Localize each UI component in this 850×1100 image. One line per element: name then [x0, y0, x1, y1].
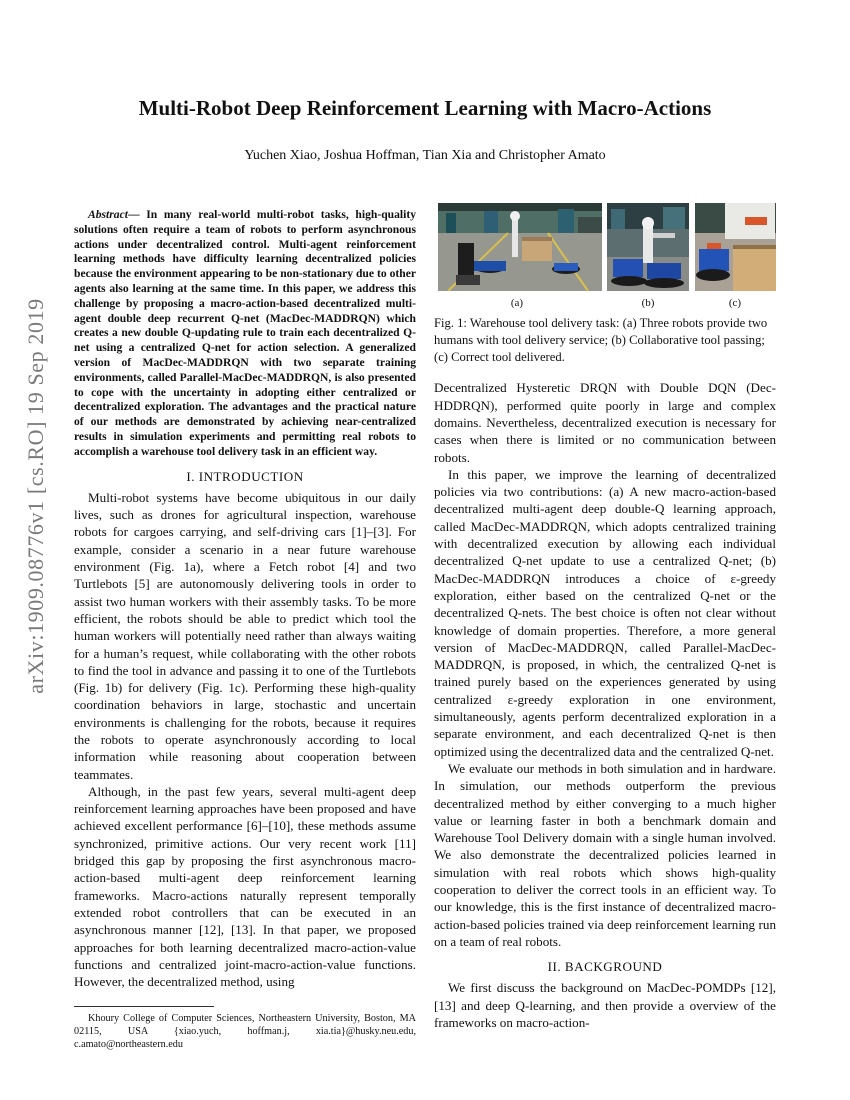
section-heading-background: II. BACKGROUND	[547, 959, 663, 975]
abstract-label: Abstract	[88, 208, 128, 221]
author-list: Yuchen Xiao, Joshua Hoffman, Tian Xia and Christopher Amato	[244, 148, 606, 163]
arxiv-identifier	[14, 296, 58, 696]
left-column	[74, 208, 416, 1051]
figure-1c-tool-delivered-photo	[695, 203, 776, 291]
section-heading-introduction: I. INTRODUCTION	[186, 468, 304, 484]
figure-1b-label: (b)	[641, 297, 655, 309]
right-paragraph-2: In this paper, we improve the learning of decentralized policies via two contributions: (a) A new macro-action-based decentralized multi-agent deep double-Q learning approach, called MacDec-MADDRQN, which adopts centralized training with decentralized execution by allowing each individual decentralized Q-net update to use a centralized Q-net; (b) MacDec-MADDRQN introduces a choice of ε-greedy exploration, either based on the centralized Q-net or the decentralized Q-nets. The best choice is often not clear without knowledge of domain properties. Therefore, a more general version of MacDec-MADDRQN, called Parallel-MacDec-MADDRQN, is proposed, in which, the centralized Q-net is trained purely based on the experiences generated by using centralized ε-greedy exploration in one environment, simultaneously, agents perform decentralized exploration in a separate environment, and each decentralized Q-net is then optimized using the decentralized data and the centralized Q-net.	[434, 466, 776, 759]
figure-1	[434, 203, 776, 315]
background-paragraph-1: We first discuss the background on MacDec-POMDPs [12], [13] and deep Q-learning, and then provide a overview of the frameworks on macro-action-	[434, 980, 776, 1031]
intro-paragraph-2: Although, in the past few years, several multi-agent deep reinforcement learning approaches have been proposed and have achieved excellent performance [6]–[10], these methods assume synchronized, primitive actions. Our very recent work [11] bridged this gap by proposing the first asynchronous macro-action-based multi-agent deep reinforcement learning frameworks. Macro-actions naturally represent temporally extended robot controllers that can be executed in an asynchronous manner [12], [13]. In that paper, we proposed approaches for both learning decentralized macro-action-value functions and centralized joint-macro-action-value functions. However, the decentralized method, using	[74, 783, 416, 990]
abstract	[74, 208, 416, 460]
affiliation-footnote: Khoury College of Computer Sciences, Northeastern University, Boston, MA 02115, USA {xiao.yuch, hoffman.j, xia.tia}@husky.neu.edu, c.amato@northeastern.edu	[74, 1013, 416, 1050]
intro-paragraph-1: Multi-robot systems have become ubiquitous in our daily lives, such as drones for agricultural inspection, warehouse robots for cargoes carrying, and self-driving cars [1]–[3]. For example, consider a scenario in a near future warehouse environment (Fig. 1a), where a Fetch robot [4] and two Turtlebots [5] are autonomously delivering tools in order to assist two human workers with their assembly tasks. To be more efficient, the robots should be able to predict which tool the human workers will potentially need rather than always waiting for a human’s request, while collaborating with the other robots to find the tool in advance and passing it to one of the Turtlebots (Fig. 1b) for delivery (Fig. 1c). Performing these high-quality coordination behaviors in large, stochastic and uncertain environments is challenging for the robots, because it requires the robots to operate asynchronously according to local information while reasoning about cooperation between teammates.	[74, 489, 416, 782]
figure-1b-tool-passing-photo	[607, 203, 689, 291]
right-paragraph-1: Decentralized Hysteretic DRQN with Double DQN (Dec-HDDRQN), performed quite poorly in large and complex domains. Nevertheless, decentralized execution is necessary for cases when there is limited or no communication between robots.	[434, 380, 776, 465]
figure-1a-label: (a)	[510, 297, 524, 309]
arxiv-identifier-text: arXiv:1909.08776v1 [cs.RO] 19 Sep 2019	[23, 298, 49, 694]
figure-1-caption: Fig. 1: Warehouse tool delivery task: (a) Three robots provide two humans with tool delivery service; (b) Collaborative tool passing; (c) Correct tool delivered.	[434, 316, 768, 364]
footnote-divider	[74, 1006, 214, 1007]
abstract-text: — In many real-world multi-robot tasks, high-quality solutions often require a team of robots to perform asynchronous actions under decentralized control. Multi-agent reinforcement learning methods have difficulty learning decentralized policies because the environment appearing to be non-stationary due to other agents also learning at the same time. In this paper, we address this challenge by proposing a macro-action-based decentralized multi-agent double deep recurrent Q-net (MacDec-MADDRQN) which creates a new double Q-updating rule to train each decentralized Q-net using a centralized Q-net for action selection. A generalized version of MacDec-MADDRQN with two separate training environments, called Parallel-MacDec-MADDRQN, is also presented to cope with the uncertainty in adopting either centralized or decentralized exploration. The advantages and the practical nature of our methods are demonstrated by achieving near-centralized results in simulation experiments and permitting real robots to accomplish a warehouse tool delivery task in an efficient way.	[74, 208, 416, 458]
right-column	[434, 203, 776, 1031]
right-paragraph-3: We evaluate our methods in both simulation and in hardware. In simulation, our methods outperform the previous decentralized method by either converging to a much higher value or learning faster in both a benchmark domain and Warehouse Tool Delivery domain with a single human involved. We also demonstrate the decentralized policies learned in simulation with real robots which shows high-quality cooperation to deliver the correct tools in an efficient way. To our knowledge, this is the first instance of decentralized macro-action-based policies trained via deep reinforcement learning run on a team of real robots.	[434, 760, 776, 949]
figure-1a-warehouse-photo	[438, 203, 602, 291]
figure-1c-label: (c)	[728, 297, 742, 309]
paper-title: Multi-Robot Deep Reinforcement Learning with Macro-Actions	[138, 96, 712, 120]
